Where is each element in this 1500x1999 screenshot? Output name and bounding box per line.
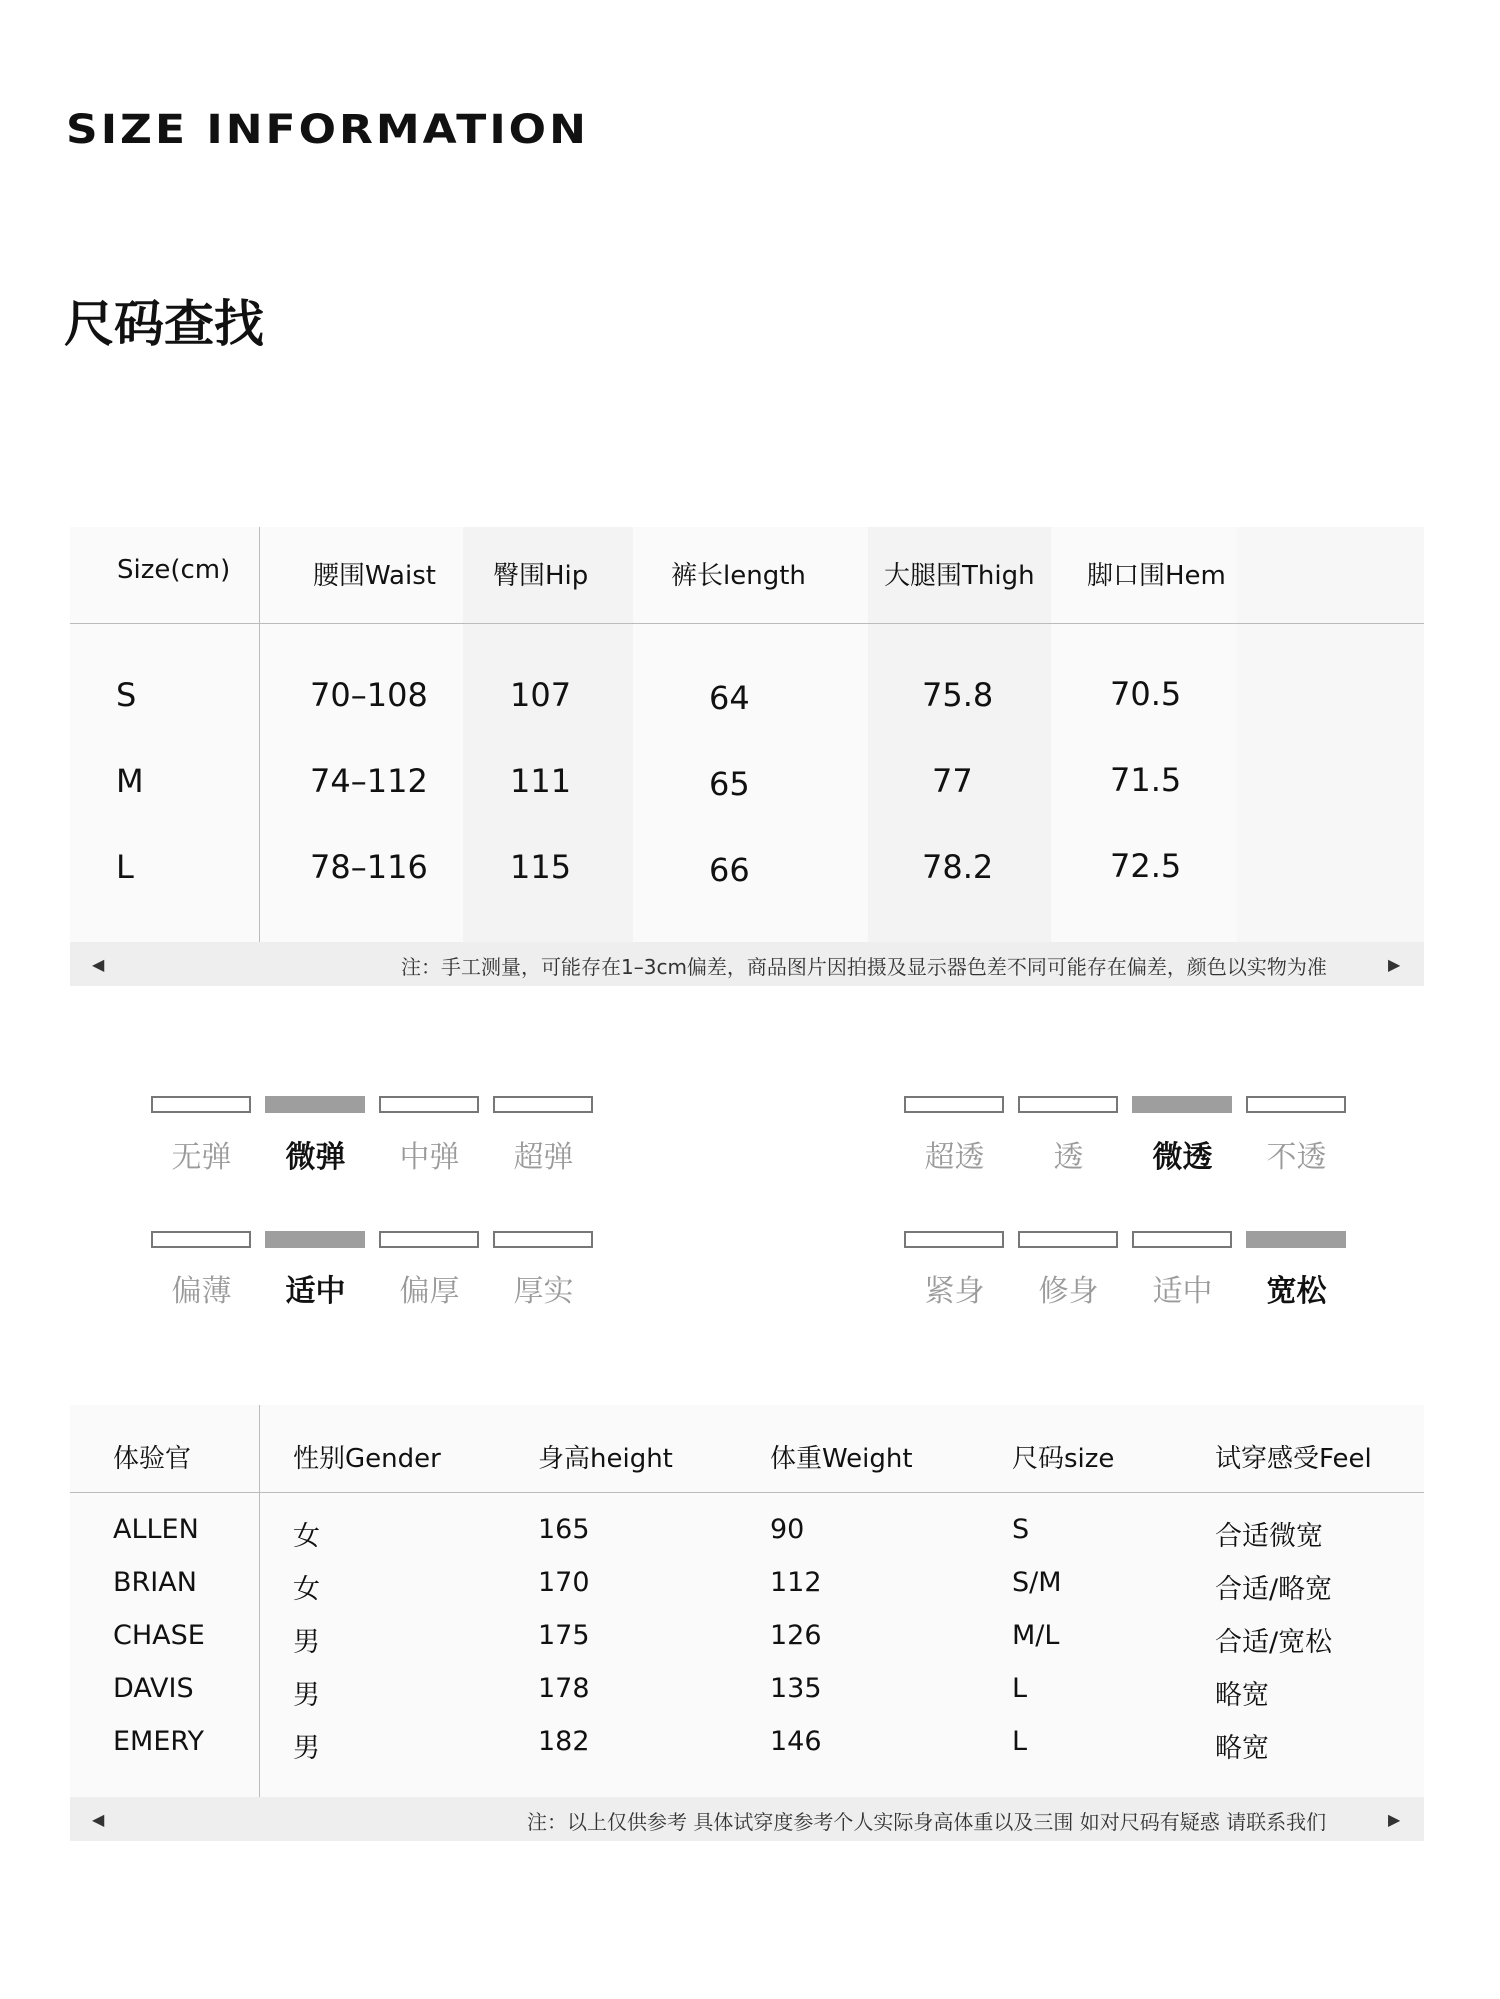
tester-size: L [1012, 1673, 1028, 1704]
tester-size: S/M [1012, 1567, 1062, 1598]
tester-size: M/L [1012, 1620, 1060, 1651]
tester-note-text: 注：以上仅供参考 具体试穿度参考个人实际身高体重以及三围 如对尺码有疑惑 请联系我们 [527, 1810, 1327, 1834]
fit-label-selected: 宽松 [1266, 1274, 1327, 1309]
waist-cell: 78–116 [310, 848, 428, 886]
elasticity-segment [151, 1096, 251, 1113]
thickness-segment [379, 1231, 479, 1248]
transparency-label-selected: 微透 [1152, 1140, 1213, 1175]
transparency-segment-selected [1132, 1096, 1232, 1113]
tester-name: CHASE [113, 1620, 205, 1651]
elasticity-label: 超弹 [513, 1140, 574, 1175]
elasticity-label: 中弹 [399, 1140, 460, 1175]
tester-gender: 女 [293, 1521, 320, 1552]
tester-size: L [1012, 1726, 1028, 1757]
size-header: 尺码size [1012, 1444, 1115, 1474]
tester-gender: 男 [293, 1627, 320, 1658]
hem-header: 脚口围Hem [1087, 561, 1226, 591]
tester-feel: 合适/宽松 [1215, 1627, 1333, 1658]
fit-segment [1132, 1231, 1232, 1248]
thickness-segment [493, 1231, 593, 1248]
waist-header: 腰围Waist [313, 561, 436, 591]
tester-weight: 90 [770, 1514, 805, 1545]
tester-header: 体验官 [113, 1444, 192, 1474]
elasticity-segment-selected [265, 1096, 365, 1113]
waist-cell: 74–112 [310, 762, 428, 800]
transparency-segment [1246, 1096, 1346, 1113]
waist-cell: 70–108 [310, 676, 428, 714]
size-table-header-divider [70, 623, 1424, 624]
thigh-header: 大腿围Thigh [884, 561, 1035, 591]
elasticity-segment [379, 1096, 479, 1113]
tester-size: S [1012, 1514, 1030, 1545]
tester-weight: 126 [770, 1620, 822, 1651]
fit-label: 适中 [1152, 1274, 1213, 1309]
feel-header: 试穿感受Feel [1215, 1444, 1372, 1474]
hip-header: 臀围Hip [493, 561, 589, 591]
hem-cell: 70.5 [1110, 675, 1182, 713]
transparency-label: 不透 [1266, 1140, 1327, 1175]
tester-height: 178 [538, 1673, 590, 1704]
weight-header: 体重Weight [770, 1444, 913, 1474]
tester-name: EMERY [113, 1726, 204, 1757]
gender-header: 性别Gender [293, 1444, 441, 1474]
tester-height: 182 [538, 1726, 590, 1757]
thickness-label: 厚实 [513, 1274, 574, 1309]
fit-label: 修身 [1038, 1274, 1099, 1309]
size-header: Size(cm) [117, 555, 231, 585]
tester-feel: 略宽 [1215, 1733, 1269, 1764]
thickness-label: 偏薄 [171, 1274, 232, 1309]
fit-segment [1018, 1231, 1118, 1248]
size-note-text: 注：手工测量，可能存在1–3cm偏差，商品图片因拍摄及显示器色差不同可能存在偏差，颜色以实物为准 [401, 955, 1327, 979]
fit-label: 紧身 [924, 1274, 985, 1309]
page-title-en: SIZE INFORMATION [66, 106, 589, 153]
length-cell: 64 [709, 679, 750, 717]
size-note-bar [70, 942, 1424, 986]
transparency-label: 透 [1053, 1140, 1084, 1175]
tester-weight: 146 [770, 1726, 822, 1757]
length-cell: 65 [709, 765, 750, 803]
tester-height: 170 [538, 1567, 590, 1598]
hip-cell: 107 [510, 676, 572, 714]
height-header: 身高height [538, 1444, 673, 1474]
length-header: 裤长length [671, 561, 806, 591]
tester-note-bar [70, 1797, 1424, 1841]
tester-name: BRIAN [113, 1567, 197, 1598]
hip-cell: 115 [510, 848, 572, 886]
tester-name: DAVIS [113, 1673, 194, 1704]
elasticity-label-selected: 微弹 [285, 1140, 346, 1175]
page-title-cn: 尺码查找 [64, 295, 264, 353]
hem-cell: 71.5 [1110, 761, 1182, 799]
thigh-cell: 77 [932, 762, 973, 800]
thickness-label-selected: 适中 [285, 1274, 346, 1309]
size-table-column-divider [259, 527, 260, 942]
thigh-cell: 78.2 [922, 848, 994, 886]
scroll-right-arrow-icon[interactable]: ▶ [1388, 955, 1401, 974]
tester-feel: 略宽 [1215, 1680, 1269, 1711]
scroll-left-arrow-icon[interactable]: ◀ [92, 1810, 105, 1829]
scroll-right-arrow-icon[interactable]: ▶ [1388, 1810, 1401, 1829]
size-cell: S [116, 676, 137, 714]
size-cell: L [116, 848, 134, 886]
tester-weight: 112 [770, 1567, 822, 1598]
tester-feel: 合适微宽 [1215, 1521, 1323, 1552]
tester-height: 175 [538, 1620, 590, 1651]
fit-segment-selected [1246, 1231, 1346, 1248]
tester-name: ALLEN [113, 1514, 199, 1545]
elasticity-segment [493, 1096, 593, 1113]
size-table-column-shade [1237, 527, 1424, 942]
length-cell: 66 [709, 851, 750, 889]
fit-segment [904, 1231, 1004, 1248]
tester-gender: 男 [293, 1680, 320, 1711]
transparency-segment [1018, 1096, 1118, 1113]
tester-feel: 合适/略宽 [1215, 1574, 1333, 1605]
thickness-segment [151, 1231, 251, 1248]
tester-height: 165 [538, 1514, 590, 1545]
tester-gender: 女 [293, 1574, 320, 1605]
transparency-label: 超透 [924, 1140, 985, 1175]
size-cell: M [116, 762, 144, 800]
tester-weight: 135 [770, 1673, 822, 1704]
tester-gender: 男 [293, 1733, 320, 1764]
transparency-segment [904, 1096, 1004, 1113]
hip-cell: 111 [510, 762, 572, 800]
tester-table-column-divider [259, 1405, 260, 1797]
tester-table-header-divider [70, 1492, 1424, 1493]
elasticity-label: 无弹 [171, 1140, 232, 1175]
hem-cell: 72.5 [1110, 847, 1182, 885]
thigh-cell: 75.8 [922, 676, 994, 714]
scroll-left-arrow-icon[interactable]: ◀ [92, 955, 105, 974]
thickness-label: 偏厚 [399, 1274, 460, 1309]
thickness-segment-selected [265, 1231, 365, 1248]
